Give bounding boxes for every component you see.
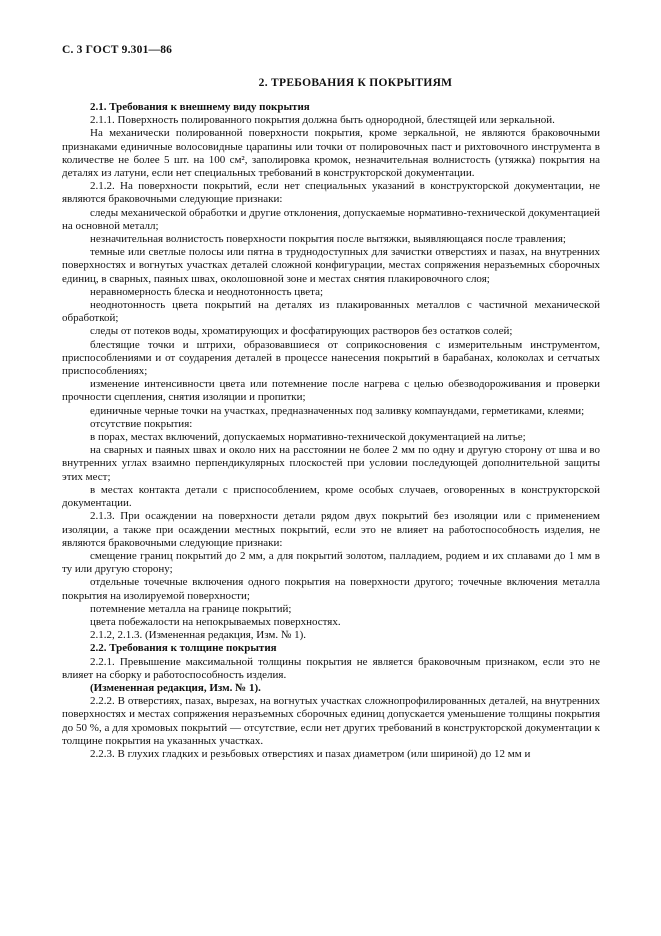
subsection-heading: 2.2. Требования к толщине покрытия [90,642,277,655]
paragraph: 2.1.1. Поверхность полированного покрытия должна быть однородной, блестящей или зеркальной. [90,114,555,127]
document-body [62,101,600,761]
paragraph: 2.1.2, 2.1.3. (Измененная редакция, Изм. № 1). [90,629,307,642]
paragraph: неоднотонность цвета покрытий на деталях из плакированных металлов с частичной механической обработкой; [62,299,600,325]
paragraph: цвета побежалости на непокрываемых поверхностях. [90,615,341,628]
paragraph: единичные черные точки на участках, предназначенных под заливку компаундами, герметиками, клеями; [90,404,585,417]
paragraph: в порах, местах включений, допускаемых нормативно-технической документацией на литье; [90,431,526,444]
page-header: С. 3 ГОСТ 9.301—86 [62,44,173,56]
paragraph: 2.2.3. В глухих гладких и резьбовых отверстиях и пазах диаметром (или шириной) до 12 мм и [90,747,531,760]
paragraph: на сварных и паяных швах и около них на расстоянии не более 2 мм по одну и другую сторону от шва и во внутренних углах взаимно перпендикулярных плоскостей при условии последующей дополнительной защиты этих мест; [62,444,600,483]
paragraph: следы от потеков воды, хроматирующих и фосфатирующих растворов без остатков солей; [90,325,513,338]
paragraph: отдельные точечные включения одного покрытия на поверхности другого; точечные включения металла покрытия на изолируемой поверхности; [62,576,600,602]
paragraph: 2.2.2. В отверстиях, пазах, вырезах, на вогнутых участках сложнопрофилированных деталей, на внутренних поверхностях и местах сопряжения неразъемных сборочных единиц допускается уменьшение толщины покрытия до 50 %, а для хромовых покрытий — отсутствие, если нет других требований в конструкторской документации к толщине покрытия на указанных участках. [62,695,600,747]
paragraph: незначительная волнистость поверхности покрытия после вытяжки, выявляющаяся после травления; [90,233,566,246]
paragraph: потемнение металла на границе покрытий; [90,602,292,615]
paragraph: неравномерность блеска и неоднотонность цвета; [90,285,324,298]
paragraph: отсутствие покрытия: [90,417,193,430]
paragraph: блестящие точки и штрихи, образовавшиеся от соприкосновения с измерительным инструментом, приспособлениями и от соударения деталей в процессе нанесения покрытий в барабанах, колоколах и сетчатых приспособлениях; [62,338,600,378]
paragraph: в местах контакта детали с приспособлением, кроме особых случаев, оговоренных в конструкторской документации. [62,483,600,510]
paragraph: следы механической обработки и другие отклонения, допускаемые нормативно-технической документацией на основной металл; [62,206,600,232]
paragraph: 2.1.2. На поверхности покрытий, если нет специальных указаний в конструкторской документации, не являются браковочными следующие признаки: [62,180,600,206]
paragraph: темные или светлые полосы или пятна в труднодоступных для зачистки отверстиях и пазах, на внутренних поверхностях и вогнутых участках деталей сложной конфигурации, местах сопряжения неразъемных сборочных единиц, в сварных, паяных швах, околошовной зоне и местах снятия плакировочного слоя; [62,246,600,285]
subsection-heading: 2.1. Требования к внешнему виду покрытия [90,101,310,113]
paragraph: 2.1.3. При осаждении на поверхности детали рядом двух покрытий без изоляции или с применением изоляции, а также при осаждении местных покрытий, если это не влияет на работоспособность изделия, не являются браковочными следующие признаки: [62,510,600,549]
subsection-heading: (Измененная редакция, Изм. № 1). [90,681,261,694]
paragraph: На механически полированной поверхности покрытия, кроме зеркальной, не являются браковочными признаками единичные волосовидные царапины или точки от полировочных паст и рихтовочного инструмента в количестве не более 5 шт. на 100 см², заполировка кромок, незначительная волнистость (утяжка) покрытия на деталях из латуни, если нет специальных требований в конструкторской документации. [62,127,600,180]
paragraph: смещение границ покрытий до 2 мм, а для покрытий золотом, палладием, родием и их сплавами до 1 мм в ту или другую сторону; [62,549,600,576]
paragraph: изменение интенсивности цвета или потемнение после нагрева с целью обезводороживания и проверки прочности сцепления, снятия изоляции и пропитки; [62,378,600,404]
section-title: 2. ТРЕБОВАНИЯ К ПОКРЫТИЯМ [258,77,453,89]
paragraph: 2.2.1. Превышение максимальной толщины покрытия не является браковочным признаком, если это не влияет на сборку и работоспособность изделия. [62,655,600,681]
